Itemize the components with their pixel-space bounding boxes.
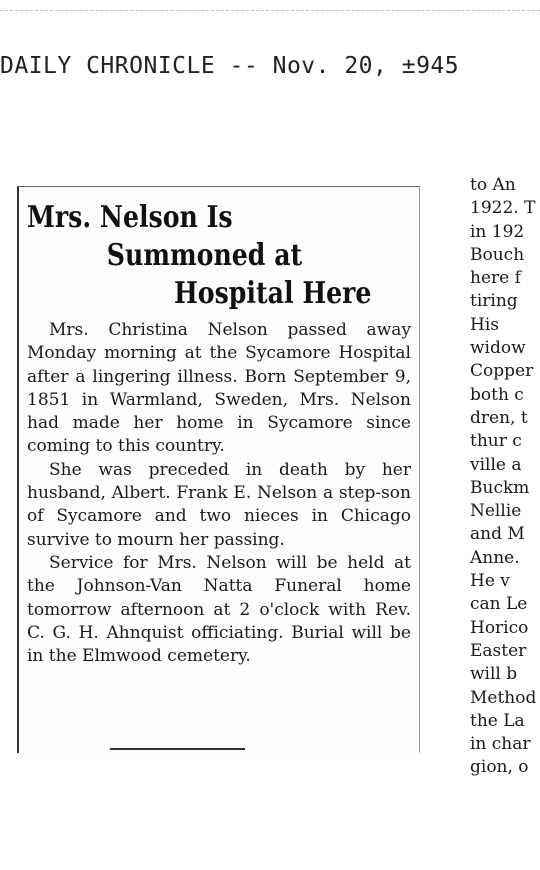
adjacent-column-line: Easter [470, 640, 527, 661]
adjacent-column-line: dren, t [470, 407, 528, 428]
paragraph-1: Mrs. Christina Nelson passed away Monday morning at the Sycamore Hospital after a lingering illness. Born September 9, 1851 in Warmland, Sweden, Mrs. Nelson had made her home in Sycamore since coming to this country. [27, 320, 411, 457]
article-body [27, 319, 411, 668]
adjacent-column-line: in char [470, 734, 531, 755]
adjacent-column-line: widow [470, 338, 526, 359]
adjacent-column-line: will b [470, 664, 518, 685]
headline-line-3: Hospital Here [174, 276, 372, 311]
page-top-edge [0, 0, 540, 11]
adjacent-column-line: can Le [470, 594, 528, 615]
adjacent-column-line: tiring [470, 291, 518, 312]
adjacent-column-line: Buckm [470, 477, 530, 498]
paragraph-2: She was preceded in death by her husband, Albert. Frank E. Nelson a step-son of Sycamore and two nieces in Chicago survive to mourn her passing. [27, 459, 411, 550]
adjacent-column-line: thur c [470, 431, 522, 452]
adjacent-column-line: here f [470, 268, 521, 289]
adjacent-column-line: Anne. [470, 547, 520, 568]
article-headline [27, 199, 372, 313]
adjacent-column-fragment [470, 174, 540, 780]
adjacent-column-line: and M [470, 524, 525, 545]
paragraph-3: Service for Mrs. Nelson will be held at the Johnson-Van Natta Funeral home tomorrow afternoon at 2 o'clock with Rev. C. G. H. Ahnquist officiating. Burial will be in the Elmwood cemetery. [27, 552, 411, 667]
adjacent-column-line: gion, o [470, 757, 529, 778]
adjacent-column-line: 1922. T [470, 198, 536, 219]
masthead-header: DAILY CHRONICLE -- Nov. 20, ±945 [0, 53, 460, 79]
adjacent-column-line: both c [470, 384, 524, 405]
adjacent-column-line: Method [470, 687, 537, 708]
adjacent-column-line: Nellie [470, 501, 522, 522]
clipping-bottom-rule [110, 748, 245, 750]
adjacent-column-line: Horico [470, 617, 529, 638]
adjacent-column-line: His [470, 314, 499, 335]
headline-line-2: Summoned at [106, 238, 303, 273]
obituary-clipping [17, 186, 420, 753]
adjacent-column-line: the La [470, 710, 525, 731]
adjacent-column-line: Bouch [470, 244, 525, 265]
headline-line-1: Mrs. Nelson Is [27, 200, 233, 235]
adjacent-column-line: Copper [470, 361, 534, 382]
adjacent-column-line: He v [470, 571, 510, 592]
adjacent-column-line: ville a [470, 454, 522, 475]
adjacent-column-line: in 192 [470, 221, 525, 242]
adjacent-column-line: to An [470, 175, 516, 195]
